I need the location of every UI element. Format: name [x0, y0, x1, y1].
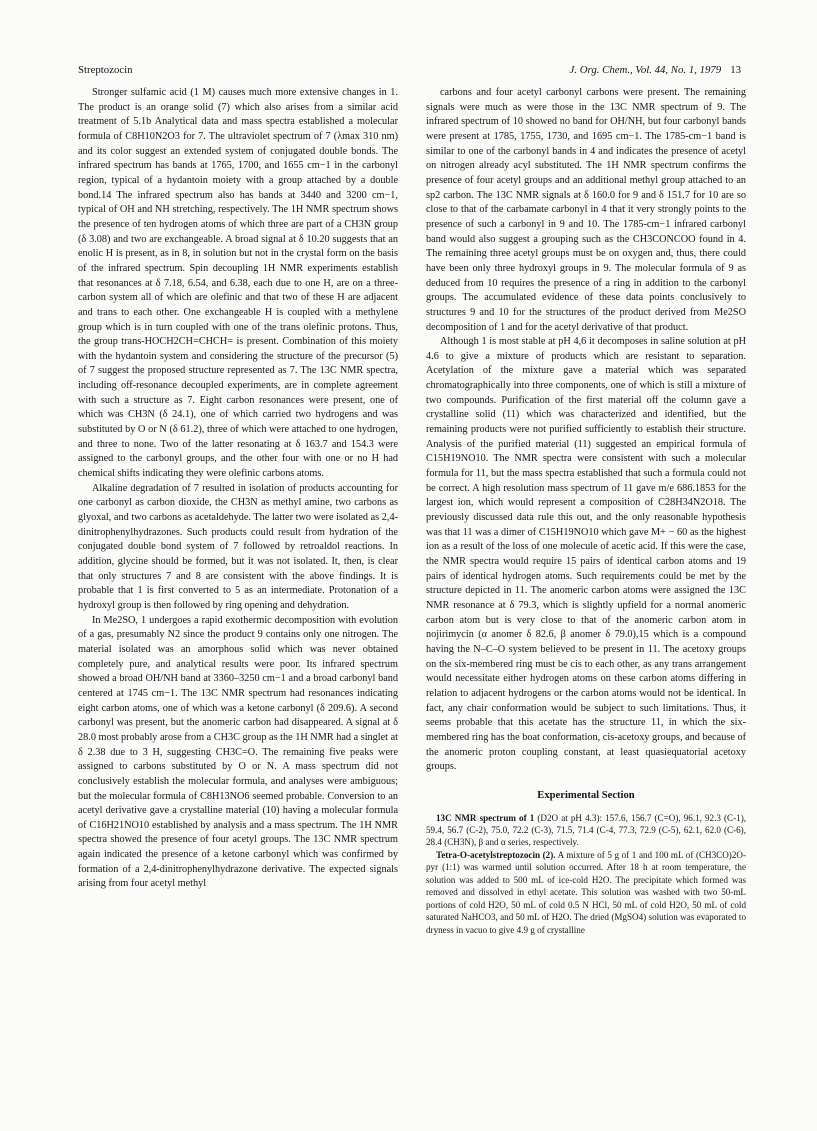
running-title: Streptozocin — [78, 64, 133, 76]
experimental-text: (D2O at pH 4.3): 157.6, 156.7 (C=O), 96.1, 92.3 (C-1), 59.4, 56.7 (C-2), 75.0, 72.2 (C-3), 71.5, 71.4 (C-4, 77.3, 72.9 (C-5), 62.1, 62.0 (C-6), 28.4 (CH3N), β and α series, respectively. — [426, 812, 747, 848]
experimental-paragraph — [426, 849, 746, 936]
section-title: Experimental Section — [537, 789, 635, 801]
body-paragraph: In Me2SO, 1 undergoes a rapid exothermic decomposition with evolution of a gas, presumably N2 since the product 9 contains only one nitrogen. The material isolated was an amorphous solid which was never obtained completely pure, and analytical results were poor. Its infrared spectrum showed a broad OH/NH band at 3360–3250 cm−1 and a broad carbonyl band centered at 1745 cm−1. The 13C NMR spectrum had resonances indicating eight carbon atoms, one of which was a ketone carbonyl (δ 209.6). A second carbonyl was present, but the anomeric carbon had disappeared. A signal at δ 28.0 most probably arose from a CH3C group as the 1H NMR had a singlet at δ 2.38 due to 3 H, suggesting CH3C=O. The remaining five peaks were assigned to carbons substituted by O or N. A mass spectrum did not conclusively establish the molecular formula, and analyses were ambiguous; but the molecular formula of C8H13NO6 seemed probable. Conversion to an acetyl derivative gave a crystalline material (10) having a molecular formula of C16H21NO10 established by analysis and a mass spectrum. The 1H NMR spectra showed the presence of four acetyl groups. The 13C NMR spectrum again indicated the presence of a ketone carbonyl which was confirmed by formation of a 2,4-dinitrophenylhydrazone derivative. The expected signals arising from four acetyl methyl — [78, 614, 398, 890]
page-header — [78, 62, 741, 78]
experimental-text: A mixture of 5 g of 1 and 100 mL of (CH3CO)2O-pyr (1:1) was warmed until solution occurred. After 18 h at room temperature, the solution was added to 500 mL of ice-cold H2O. The precipitate which formed was removed and dissolved in ethyl acetate. This solution was washed with two 50-mL portions of cold H2O, 50 mL of cold 0.5 N HCl, 50 mL of cold H2O, 50 mL of cold saturated NaHCO3, and 50 mL of H2O. The dried (MgSO4) solution was evaporated to dryness in vacuo to give 4.9 g of crystalline — [426, 849, 746, 935]
body-paragraph: carbons and four acetyl carbonyl carbons were present. The remaining signals were much as were those in the 13C NMR spectrum of 9. The infrared spectrum of 10 showed no band for OH/NH, but four carbonyl bands were present at 1785, 1755, 1730, and 1695 cm−1. The 1785-cm−1 band is similar to one of the carbonyl bands in 4 and indicates the presence of acetyl on nitrogen already acyl substituted. The 1H NMR spectrum confirms the presence of four acetyl groups and an additional methyl group attached to an sp2 carbon. The 13C NMR signals at δ 160.0 for 9 and δ 151.7 for 10 are so close to that of the carbamate carbonyl in 4 that it very strongly points to the presence of such a carbonyl in 9 and 10. The 1785-cm−1 infrared carbonyl band would also suggest a grouping such as the CH3CONCOO found in 4. The remaining three acetyl groups must be on oxygen and, thus, there could have been only three hydroxyl groups in 9. The molecular formula of 9 as deduced from 10 requires the presence of a ring in addition to the carbonyl groups. The accumulated evidence of these data points conclusively to structures 9 and 10 for the structures of the product derived from Me2SO decomposition of 1 and for the acetyl derivative of that product. — [426, 87, 746, 333]
page-number: 13 — [730, 64, 741, 76]
experimental-label: Tetra-O-acetylstreptozocin (2). — [436, 849, 556, 860]
experimental-label: 13C NMR spectrum of 1 — [436, 812, 535, 823]
body-paragraph: Alkaline degradation of 7 resulted in isolation of products accounting for one carbonyl as carbon dioxide, the CH3N as methyl amine, two carbons as glyoxal, and two carbons as acetaldehyde. The latter two were isolated as 2,4-dinitrophenylhydrazones. Such products could result from hydration of the conjugated double bond system of 7 followed by retroaldol reactions. In addition, glycine should be formed, but it was not isolated. It, then, is clear that only structures 7 and 8 are consistent with the above findings. It is probable that 1 is first converted to 5 as an intermediate. Protonation of a hydroxyl group is then followed by ring opening and dehydration. — [78, 482, 398, 611]
experimental-section — [426, 812, 746, 937]
journal-citation — [570, 62, 741, 78]
body-paragraph: Stronger sulfamic acid (1 M) causes much more extensive changes in 1. The product is an orange solid (7) which also arises from a similar acid treatment of 5.1b Analytical data and mass spectra established a molecular formula of C8H10N2O3 for 7. The ultraviolet spectrum of 7 (λmax 310 nm) and its color suggest an extended system of conjugated double bonds. The infrared spectrum has bands at 1765, 1700, and 1655 cm−1 in the carbonyl region, typical of a hydantoin moiety with a group attached by a double bond.14 The infrared spectrum also has bands at 3440 and 3200 cm−1, typical of OH and NH stretching, respectively. The 1H NMR spectrum shows the presence of ten hydrogen atoms of which three are part of a CH3N group (δ 3.08) and two are exchangeable. A broad signal at δ 10.20 suggests that an enolic H is present, as in 8, in solution but not in the crystal form on the basis of the infrared spectrum. Spin decoupling 1H NMR experiments establish that resonances at δ 7.18, 6.54, and 6.38, each due to one H, are on a three-carbon system all of which are olefinic and that two of these H are adjacent and trans to each other. One exchangeable H is coupled with a methylene group which is in turn coupled with one of the trans olefinic protons. Thus, the group trans-HOCH2CH=CHCH= is present. Combination of this moiety with the hydantoin system and considering the structure of the precursor (5) of 7 suggest the proposed structure represented as 7. The 13C NMR spectra, including off-resonance decoupled experiments, are in complete agreement with such a structure as 7. Eight carbon resonances were present, one of which was CH3N (δ 24.1), one of which carried two hydrogens and was substituted by O or N (δ 61.2), three of which were attached to one hydrogen, and three to none. Two of the latter resonating at δ 163.7 and 154.3 were assigned to the carbonyl groups, and the other four with one or no H had chemical shifts indicating they were olefinic carbons atoms. — [78, 87, 398, 480]
body-paragraph: Although 1 is most stable at pH 4,6 it decomposes in saline solution at pH 4.6 to give a mixture of products which are resistant to separation. Acetylation of the mixture gave a material which was separated chromatographically into three components, one of which is still a mixture of two compounds. Purification of the first material off the column gave a crystalline solid (11) which was characterized and identified, but the remaining products were not purified sufficiently to establish their structure. Analysis of the purified material (11) suggested an empirical formula of C15H19NO10. The NMR spectra were consistent with such a molecular formula for 11, but the mass spectra established that such a formula could not be correct. A high resolution mass spectrum of 11 gave m/e 686.1853 for the largest ion, which would represent a composition of C28H34N2O18. The previously discussed data rule this out, and the only reasonable hypothesis was that 11 was a dimer of C15H19NO10 which gave M+ − 60 as the highest ion as a result of the loss of one molecule of acetic acid. If this were the case, the NMR spectra would require 15 pairs of identical carbon atoms and 19 pairs of identical hydrogen atoms. Such requirements could be met by the structure depicted in 11. The anomeric carbon atoms were assigned the 13C NMR resonance at δ 79.3, which is slightly upfield for a normal anomeric carbon atom but is very close to that of the anomeric carbon atom in nojirimycin (α anomer δ 82.6, β anomer δ 79.0),15 which is a compound having the N–C–O system believed to be present in 11. The acetoxy groups on the six-membered ring must be cis to each other, as any trans arrangement would necessitate either hydrogen atoms on these carbon atoms differing in relation to adjacent hydrogens or the carbon atoms would not be identical. In fact, any chair conformation would be subject to such limitations. Thus, it seems probable that this acetate has the structure 11, in which the six-membered ring has the boat conformation, cis-acetoxy groups, and because of the anomeric proton coupling constant, at least quasiequatorial acetoxy groups. — [426, 336, 746, 773]
left-column — [78, 86, 398, 892]
right-column — [426, 86, 746, 936]
journal-name: J. Org. Chem., Vol. 44, No. 1, 1979 — [569, 64, 722, 76]
experimental-paragraph — [426, 812, 746, 849]
